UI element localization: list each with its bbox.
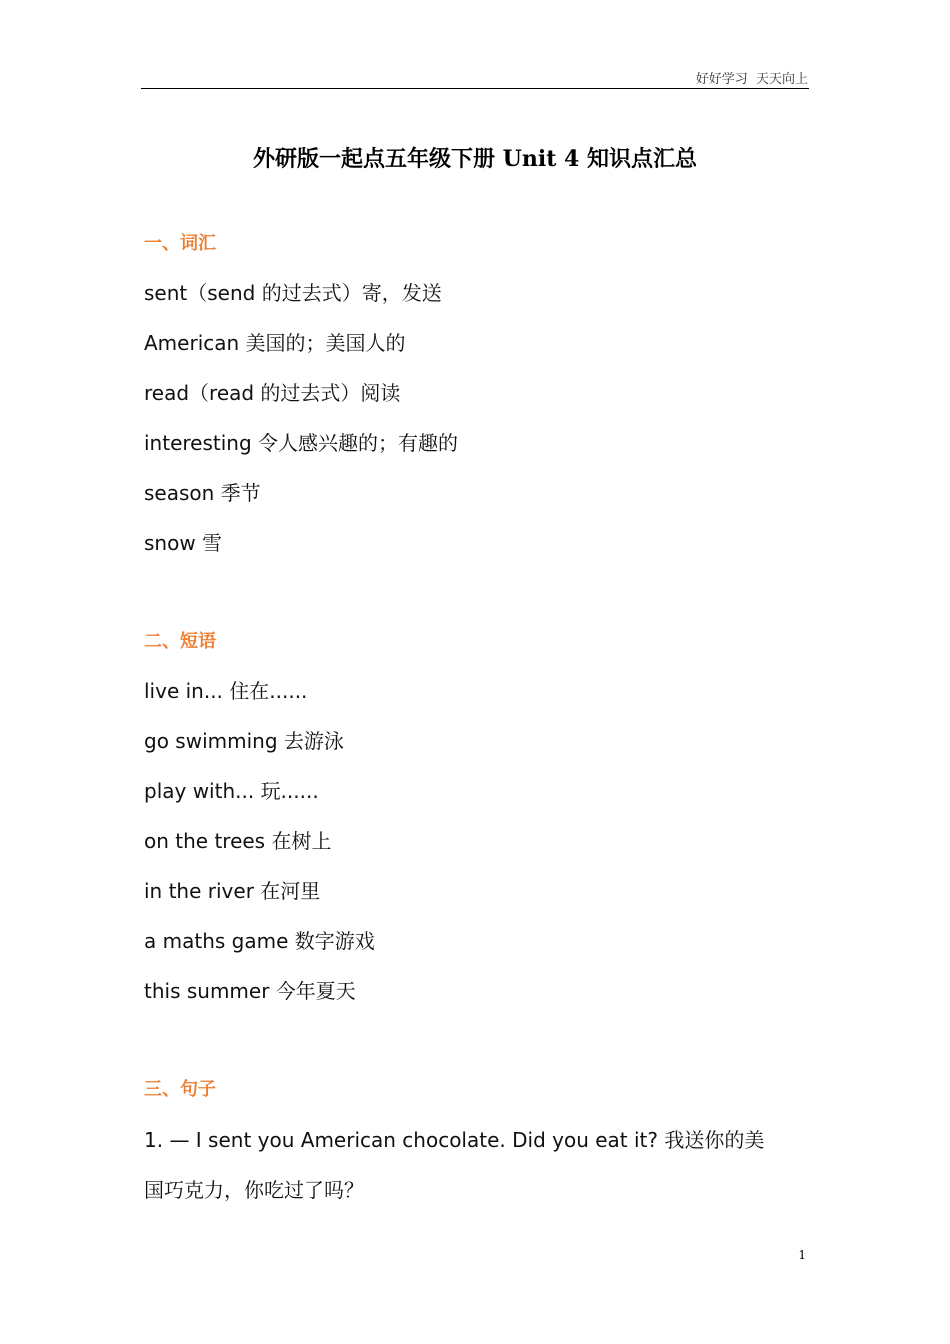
document-title: 外研版一起点五年级下册 Unit 4 知识点汇总 [253,146,697,172]
page-number: 1 [798,1248,806,1262]
header-motto: 好好学习 天天向上 [695,72,808,87]
phrase-item: on the trees 在树上 [144,829,332,853]
section-heading-vocabulary: 一、词汇 [144,233,216,254]
phrase-item: a maths game 数字游戏 [144,929,375,953]
phrase-item: this summer 今年夏天 [144,979,356,1003]
phrase-item: play with... 玩...... [144,779,319,803]
phrase-item: go swimming 去游泳 [144,729,344,753]
vocab-item: snow 雪 [144,531,223,555]
header-divider [141,88,809,89]
vocab-item: interesting 令人感兴趣的；有趣的 [144,431,459,455]
sentence-line: 国巧克力，你吃过了吗？ [144,1178,364,1202]
phrase-item: in the river 在河里 [144,879,321,903]
section-heading-phrases: 二、短语 [144,631,216,652]
phrase-item: live in... 住在...... [144,679,308,703]
vocab-item: season 季节 [144,481,261,505]
vocab-item: sent（send 的过去式）寄，发送 [144,281,442,305]
section-heading-sentences: 三、句子 [144,1079,216,1100]
vocab-item: read（read 的过去式）阅读 [144,381,401,405]
sentence-line: 1. — I sent you American chocolate. Did you eat it? 我送你的美 [144,1128,765,1152]
vocab-item: American 美国的；美国人的 [144,331,406,355]
